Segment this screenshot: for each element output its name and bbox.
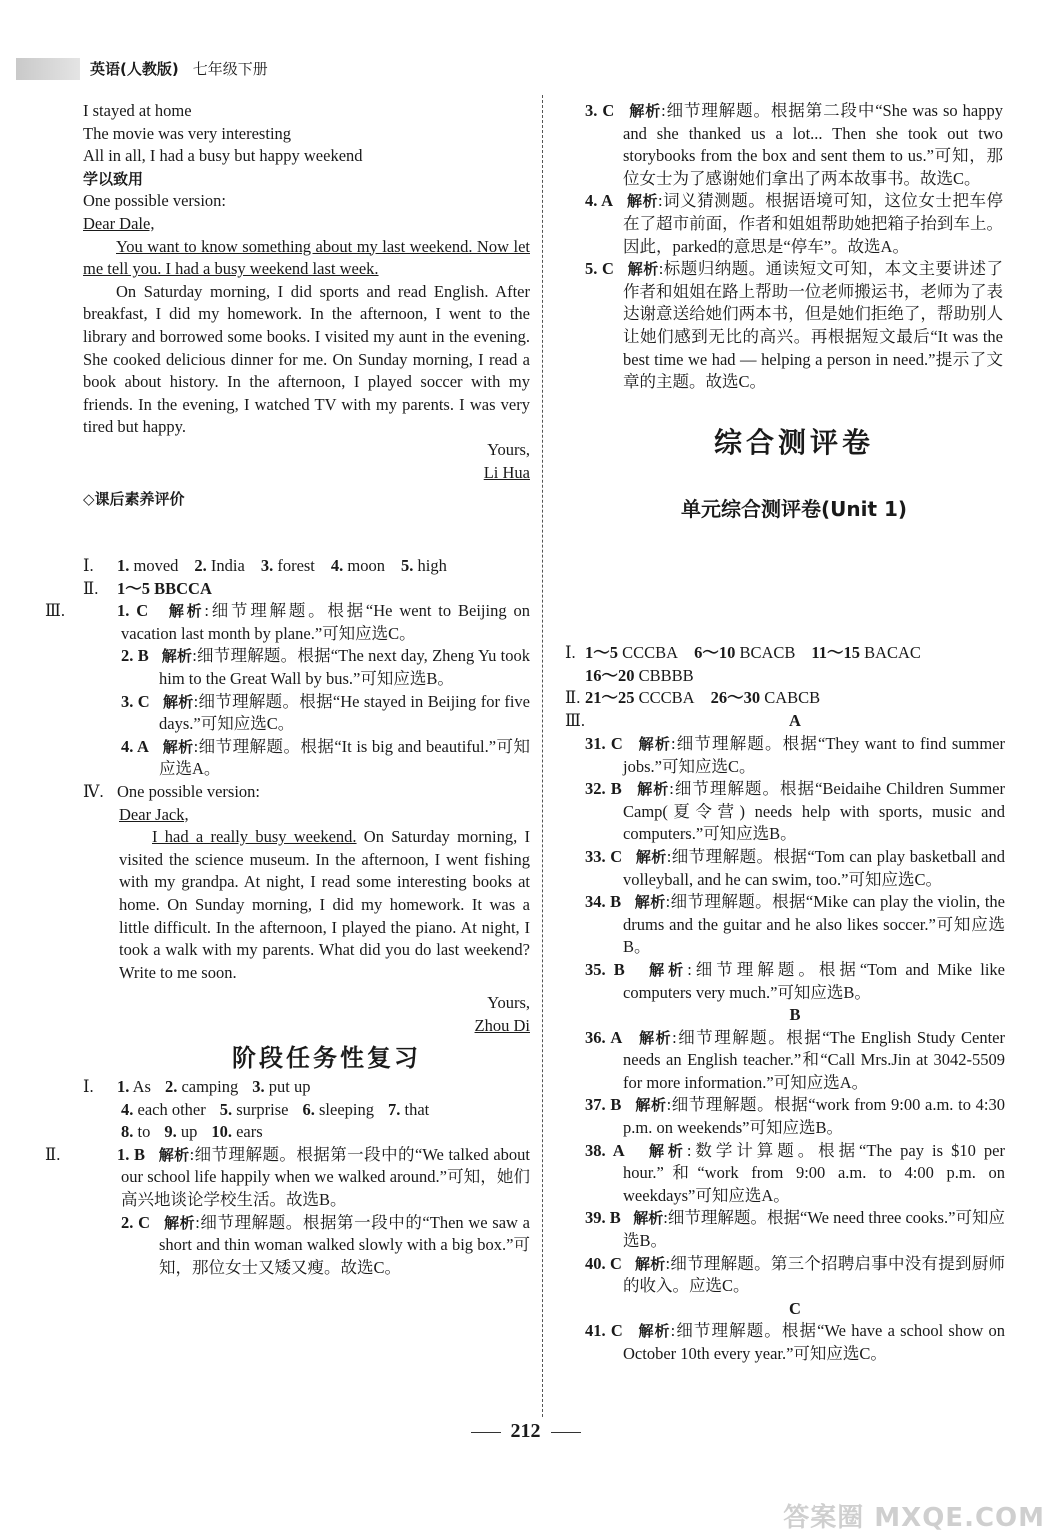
answer-pair: 4. moon [330,556,385,575]
answer-pair: 1～5 CCCBA [585,643,679,662]
unit-title: 单元综合测评卷(Unit 1) [680,497,908,522]
answer-pair: 2. India [194,556,245,575]
review-title: 阶段任务性复习 [232,1044,421,1073]
answer-pair: 11～15 BACAC [811,643,921,662]
version-label: One possible version: [83,191,226,211]
page-footer [0,1420,1051,1443]
unit-iii-line: Ⅲ. [565,710,586,730]
answer-pair: 3. put up [252,1077,311,1097]
letter2-block [83,804,530,1038]
review-i-line [117,1077,324,1096]
group-a-list [585,733,1005,1004]
review-i-line [121,1122,277,1141]
unit-iii-block [565,710,1005,1365]
answer-pair: 9. up [164,1122,198,1142]
review-ii-block [45,1144,530,1280]
answer-item: 40. C 解析:细节理解题。第三个招聘启事中没有提到厨师的收入。应选C。 [585,1253,1005,1296]
answer-item: 36. A 解析:细节理解题。根据“The English Study Center needs an English teacher.”和“Call Mrs.Jin at 3042-5509 for more information.”可知应选A。 [585,1027,1005,1092]
answer-pair: 1. moved [117,556,179,575]
review-i-block: Ⅰ. 1. As 2. camping 3. put up 4. each other 5. surprise 6. sleeping 7. that 8. to 9. up 10. ears [83,1076,530,1144]
answer-item: 31. C 解析:细节理解题。根据“They want to find summer jobs.”可知应选C。 [585,733,1005,776]
group-label: A [789,711,801,731]
answer-item: 32. B 解析:细节理解题。根据“Beidaihe Children Summer Camp(夏令营) needs help with sports, music and computers.”可知应选B。 [585,779,1005,844]
answer-pair: 1. As [117,1077,151,1097]
intro-line: The movie was very interesting [83,123,292,143]
eval-iii-item: Ⅲ. 1. C 解析:细节理解题。根据“He went to Beijing on vacation last month by plane.”可知应选C。 [45,601,530,643]
page-header [90,58,268,81]
eval-ii-line: Ⅱ. 1～5 BBCCA [83,578,212,598]
unit-ii-items [585,688,836,707]
answer-pair: 26～30 CABCB [710,688,821,708]
answer-pair: 2. camping [164,1077,239,1097]
answer-pair: 6. sleeping [302,1099,374,1119]
eval-ii-answer: 1～5 BBCCA [117,578,212,598]
apply-heading: 学以致用 [83,169,144,188]
letter2-greeting: Dear Jack, [119,804,189,824]
answer-item: 35. B 解析:细节理解题。根据“Tom and Mike like computers very much.”可知应选B。 [585,959,1005,1002]
letter1-greeting: Dear Dale, [83,213,155,233]
eval-iii-item: 2. B 解析:细节理解题。根据“The next day, Zheng Yu took him to the Great Wall by bus.”可知应选B。 [121,646,530,688]
watermark-logo: 答案圈 MXQE.COM [783,1503,1045,1534]
eval-i-line: Ⅰ. 1. moved 2. India 3. forest 4. moon 5. high [83,555,530,578]
header-bar-decoration [16,58,80,80]
right-column [585,100,1003,533]
eval-iv-label: Ⅳ. One possible version: [83,781,260,801]
answer-pair: 21～25 CCCBA [585,688,695,708]
answer-pair: 16～20 CBBBB [585,665,694,685]
group-b-list [585,1027,1005,1298]
review-i-line [121,1100,443,1119]
group-label: C [789,1298,801,1318]
answer-pair: 5. high [401,556,447,575]
answer-item: 41. C 解析:细节理解题。根据“We have a school show on October 10th every year.”可知应选C。 [585,1321,1005,1363]
answer-pair: 4. each other [121,1099,206,1119]
answer-pair: 6～10 BCACB [694,643,796,662]
eval-iii-item: 4. A 解析:细节理解题。根据“It is big and beautiful.”可知应选A。 [121,736,530,779]
unit-ii-line: Ⅱ. 21～25 CCCBA 26～30 CABCB [565,687,1005,710]
unit-i-items [585,666,710,685]
eval-heading: ◇课后素养评价 [83,490,185,509]
letter2-name: Zhou Di [474,1015,530,1035]
answer-item: 38. A 解析:数学计算题。根据“The pay is $10 per hour.”和“work from 9:00 a.m. to 4:00 p.m. on weekdays”可知应选A。 [585,1140,1005,1205]
answer-item: 5. C 解析:标题归纳题。通读短文可知，本文主要讲述了作者和姐姐在路上帮助一位老师搬运书，老师为了表达谢意送给她们两本书，但是她们拒绝了，帮助别人让她们感到无比的高兴。再根据短文最后“It was the best time we had — helping a person in need.”提示了文章的主题。故选C。 [585,259,1003,392]
section-title: 综合测评卷 [713,425,874,459]
review-ii-item: 2. C 解析:细节理解题。根据第一段中的“Then we saw a short and thin woman walked slowly with a big box.”可知，那位女士又矮又瘦。故选C。 [121,1212,530,1277]
page-number: 212 [510,1420,541,1442]
grade-label: 七年级下册 [192,60,268,78]
answer-item: 34. B 解析:细节理解题。根据“Mike can play the violin, the drums and the guitar and he also likes soccer.”可知应选B。 [585,892,1005,957]
letter2-para: I had a really busy weekend. On Saturday morning, I visited the science museum. In the afternoon, I went fishing with my grandpa. At night, I read some interesting books at home. On Sunday morning, I did my homework. It was a little difficult. In the afternoon, I played the piano. At night, I took a walk with my parents. What did you do last weekend? Write to me soon. [119,827,530,982]
letter1-para2: On Saturday morning, I did sports and read English. After breakfast, I did my homework. In the afternoon, I went to the library and borrowed some books. I visited my aunt in the evening. She cooked delicious dinner for me. On Sunday morning, I read a book about history. In the afternoon, I played soccer with my friends. In the evening, I watched TV with my parents. I was very tired but happy. [83,281,530,437]
eval-i-items [117,556,463,575]
unit-i-line2 [565,665,1005,688]
answer-pair: 7. that [388,1099,430,1119]
left-column [83,100,530,511]
answer-pair: 3. forest [260,556,315,575]
group-label: B [789,1005,801,1025]
answer-item: 37. B 解析:细节理解题。根据“work from 9:00 a.m. to 4:30 p.m. on weekends”可知应选B。 [585,1095,1005,1138]
group-c-list [585,1320,1005,1365]
book-title: 英语(人教版) [90,60,179,78]
letter1-closing: Yours, [487,439,530,459]
left-lower [45,555,531,1279]
review-ii-item: Ⅱ. 1. B 解析:细节理解题。根据第一段中的“We talked about our school life happily when we walked around.”可知，她们高兴地谈论学校生活。故选B。 [45,1144,530,1210]
letter1-name: Li Hua [483,462,530,482]
answer-item: 3. C 解析:细节理解题。根据第二段中“She was so happy and she thanked us a lot... Then she took out two storybooks from the box and sent them to us.”可知，那位女士为了感谢她们拿出了两本故事书。故选C。 [585,101,1003,188]
eval-iii-block [45,600,531,781]
answer-item: 4. A 解析:词义猜测题。根据语境可知，这位女士把车停在了超市前面，作者和姐姐帮助她把箱子抬到车上。因此，parked的意思是“停车”。故选A。 [585,191,1003,256]
letter1-para1: You want to know something about my last weekend. Now let me tell you. I had a busy weekend last week. [83,236,530,279]
right-lower [565,642,1005,1366]
intro-line: All in all, I had a busy but happy weekend [83,146,363,166]
answer-item: 39. B 解析:细节理解题。根据“We need three cooks.”可知应选B。 [585,1208,1005,1251]
eval-iii-item: 3. C 解析:细节理解题。根据“He stayed in Beijing for five days.”可知应选C。 [121,691,531,734]
answer-pair: 5. surprise [219,1099,289,1119]
answer-pair: 10. ears [211,1122,263,1142]
answer-item: 33. C 解析:细节理解题。根据“Tom can play basketball and volleyball, and he can swim, too.”可知应选C。 [585,846,1005,889]
intro-line: I stayed at home [83,101,192,120]
answer-pair: 8. to [121,1122,151,1142]
unit-i-line: Ⅰ. 1～5 CCCBA 6～10 BCACB 11～15 BACAC [565,642,1005,665]
unit-i-items [585,643,937,662]
letter2-closing: Yours, [487,993,530,1013]
column-divider [542,95,543,1417]
